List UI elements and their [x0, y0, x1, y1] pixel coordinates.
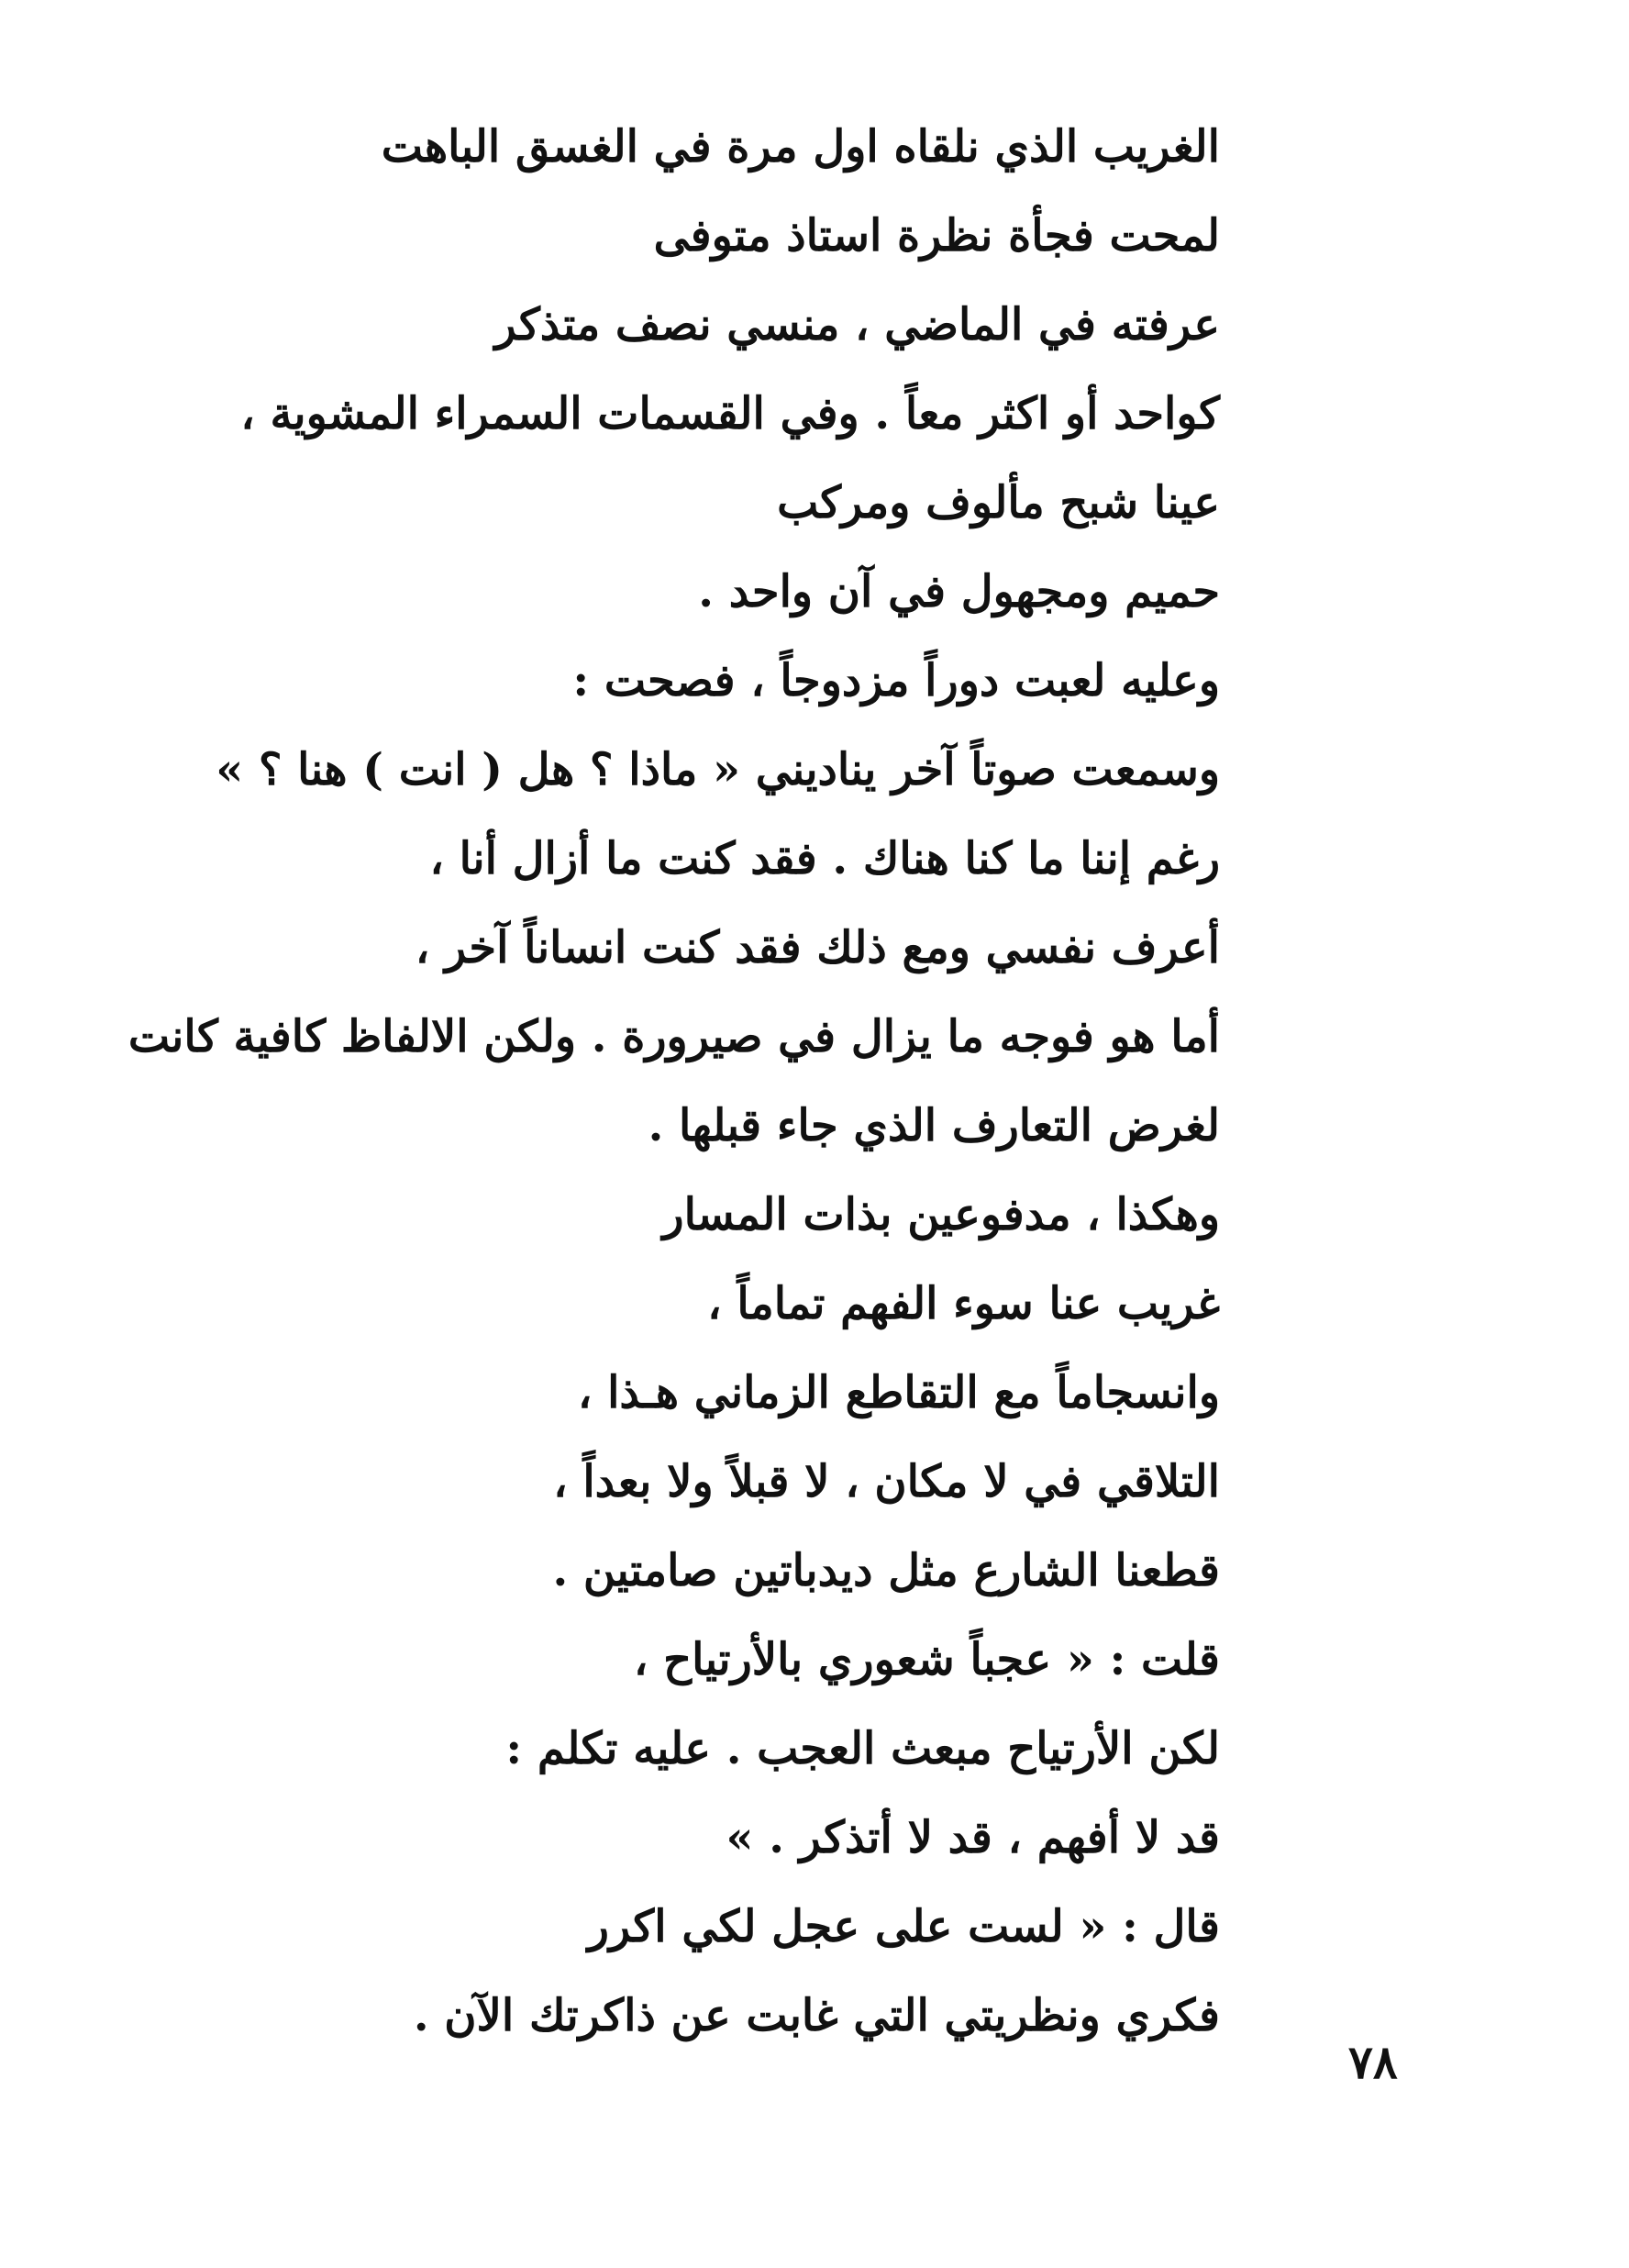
poem-line: لكن الأرتياح مبعث العجب . عليه تكلم : — [505, 1723, 1220, 1774]
poem-line: فكري ونظريتي التي غابت عن ذاكرتك الآن . — [413, 1990, 1220, 2041]
poem-line: رغم إننا ما كنا هناك . فقد كنت ما أزال أنا ، — [429, 833, 1220, 884]
poem-line: التلاقي في لا مكان ، لا قبلاً ولا بعداً ، — [553, 1456, 1220, 1507]
poem-line: الغريب الذي نلقاه اول مرة في الغسق الباهت — [381, 121, 1220, 172]
poem-line: وهكذا ، مدفوعين بذات المسار — [662, 1189, 1220, 1240]
poem-line: وانسجاماً مع التقاطع الزماني هـذا ، — [577, 1367, 1220, 1418]
poem-line: غريب عنا سوء الفهم تماماً ، — [707, 1278, 1220, 1329]
poem-line: وسمعت صوتاً آخر يناديني « ماذا ؟ هل ( انت ) هنا ؟ » — [216, 744, 1220, 795]
page-number: ٧٨ — [1348, 2035, 1398, 2089]
poem-line: عينا شبح مألوف ومركب — [777, 477, 1220, 528]
poem-text — [127, 103, 1220, 2061]
poem-line: لمحت فجأة نظرة استاذ متوفى — [653, 210, 1220, 261]
poem-line: قال : « لست على عجل لكي اكرر — [587, 1901, 1220, 1952]
poem-line: لغرض التعارف الذي جاء قبلها . — [648, 1100, 1220, 1151]
poem-line: حميم ومجهول في آن واحد . — [698, 566, 1220, 617]
poem-line: كواحد أو اكثر معاً . وفي القسمات السمراء المشوية ، — [240, 388, 1220, 439]
poem-line: أما هو فوجه ما يزال في صيرورة . ولكن الالفاظ كافية كانت — [127, 1011, 1220, 1062]
poem-line: عرفته في الماضي ، منسي نصف متذكر — [494, 299, 1220, 350]
poem-line: قد لا أفهم ، قد لا أتذكر . » — [726, 1812, 1220, 1863]
poem-line: أعرف نفسي ومع ذلك فقد كنت انساناً آخر ، — [415, 922, 1220, 973]
poem-line: قلت : « عجباً شعوري بالأرتياح ، — [633, 1634, 1220, 1685]
poem-line: وعليه لعبت دوراً مزدوجاً ، فصحت : — [572, 655, 1220, 706]
poem-line: قطعنا الشارع مثل ديدباتين صامتين . — [552, 1545, 1220, 1596]
